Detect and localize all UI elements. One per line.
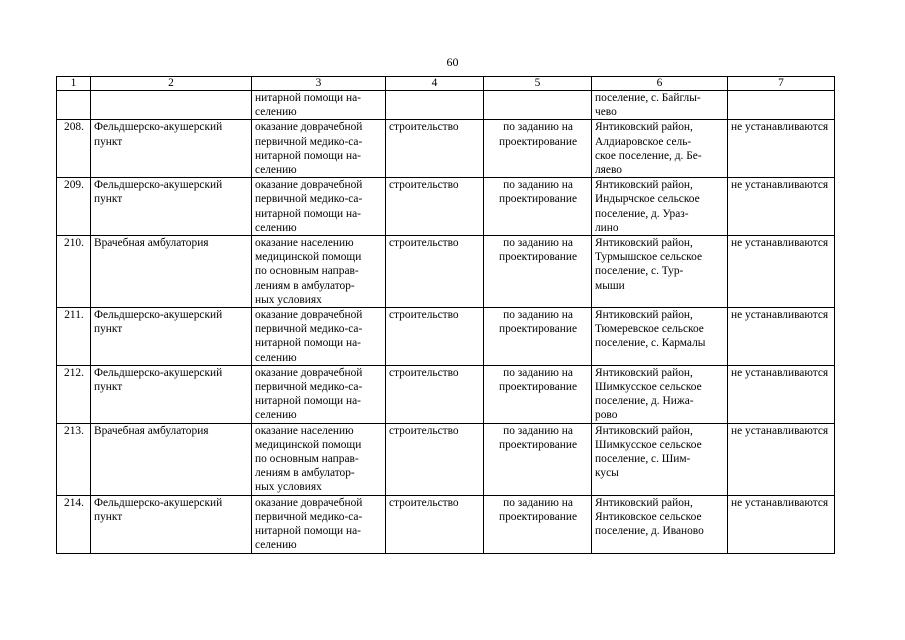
basis-cell: по заданию на проектирование <box>484 423 592 495</box>
row-number-cell: 210. <box>57 236 91 308</box>
row-number-cell: 213. <box>57 423 91 495</box>
location-cell: Янтиковский район, Турмышское сельское поселение, с. Тур- мыши <box>592 236 728 308</box>
location-cell: поселение, с. Байглы- чево <box>592 91 728 120</box>
purpose-cell: оказание доврачебной первичной медико-са- нитарной помощи на- селению <box>252 308 386 366</box>
table-row <box>57 178 835 236</box>
row-number-cell <box>57 91 91 120</box>
facility-name-cell: Фельдшерско-акушерский пункт <box>91 365 252 423</box>
column-header: 2 <box>91 77 252 91</box>
table-row <box>57 423 835 495</box>
table-row <box>57 120 835 178</box>
location-cell: Янтиковский район, Шимкусское сельское поселение, с. Шим- кусы <box>592 423 728 495</box>
facility-name-cell: Врачебная амбулатория <box>91 423 252 495</box>
restrictions-cell: не устанавливаются <box>728 120 835 178</box>
table-row <box>57 308 835 366</box>
facility-name-cell <box>91 91 252 120</box>
table-row <box>57 495 835 553</box>
table-row <box>57 236 835 308</box>
basis-cell <box>484 91 592 120</box>
restrictions-cell: не устанавливаются <box>728 365 835 423</box>
row-number-cell: 208. <box>57 120 91 178</box>
purpose-cell: оказание доврачебной первичной медико-са- нитарной помощи на- селению <box>252 120 386 178</box>
row-number-cell: 211. <box>57 308 91 366</box>
activity-cell <box>386 91 484 120</box>
row-number-cell: 209. <box>57 178 91 236</box>
basis-cell: по заданию на проектирование <box>484 178 592 236</box>
location-cell: Янтиковский район, Индырчское сельское поселение, д. Ураз- лино <box>592 178 728 236</box>
table-row <box>57 365 835 423</box>
basis-cell: по заданию на проектирование <box>484 120 592 178</box>
purpose-cell: оказание населению медицинской помощи по основным направ- лениям в амбулатор- ных условиях <box>252 236 386 308</box>
column-header: 6 <box>592 77 728 91</box>
purpose-cell: оказание доврачебной первичной медико-са- нитарной помощи на- селению <box>252 178 386 236</box>
facility-name-cell: Фельдшерско-акушерский пункт <box>91 495 252 553</box>
column-header: 4 <box>386 77 484 91</box>
restrictions-cell: не устанавливаются <box>728 236 835 308</box>
location-cell: Янтиковский район, Тюмеревское сельское поселение, с. Кармалы <box>592 308 728 366</box>
column-header: 1 <box>57 77 91 91</box>
column-header: 5 <box>484 77 592 91</box>
activity-cell: строительство <box>386 178 484 236</box>
continued-row <box>57 91 835 120</box>
row-number-cell: 212. <box>57 365 91 423</box>
row-number-cell: 214. <box>57 495 91 553</box>
basis-cell: по заданию на проектирование <box>484 365 592 423</box>
restrictions-cell: не устанавливаются <box>728 308 835 366</box>
column-header: 7 <box>728 77 835 91</box>
basis-cell: по заданию на проектирование <box>484 308 592 366</box>
activity-cell: строительство <box>386 120 484 178</box>
purpose-cell: оказание доврачебной первичной медико-са- нитарной помощи на- селению <box>252 495 386 553</box>
location-cell: Янтиковский район, Шимкусское сельское поселение, д. Нижа- рово <box>592 365 728 423</box>
activity-cell: строительство <box>386 365 484 423</box>
basis-cell: по заданию на проектирование <box>484 495 592 553</box>
location-cell: Янтиковский район, Алдиаровское сель- ское поселение, д. Бе- ляево <box>592 120 728 178</box>
location-cell: Янтиковский район, Янтиковское сельское поселение, д. Иваново <box>592 495 728 553</box>
purpose-cell: оказание доврачебной первичной медико-са- нитарной помощи на- селению <box>252 365 386 423</box>
restrictions-cell: не устанавливаются <box>728 423 835 495</box>
activity-cell: строительство <box>386 236 484 308</box>
purpose-cell: нитарной помощи на- селению <box>252 91 386 120</box>
purpose-cell: оказание населению медицинской помощи по основным направ- лениям в амбулатор- ных условиях <box>252 423 386 495</box>
activity-cell: строительство <box>386 423 484 495</box>
facility-name-cell: Фельдшерско-акушерский пункт <box>91 120 252 178</box>
restrictions-cell: не устанавливаются <box>728 178 835 236</box>
column-number-header-row <box>57 77 835 91</box>
facilities-table <box>56 76 835 554</box>
page-number: 60 <box>446 55 459 69</box>
restrictions-cell <box>728 91 835 120</box>
activity-cell: строительство <box>386 308 484 366</box>
activity-cell: строительство <box>386 495 484 553</box>
column-header: 3 <box>252 77 386 91</box>
basis-cell: по заданию на проектирование <box>484 236 592 308</box>
facility-name-cell: Врачебная амбулатория <box>91 236 252 308</box>
facility-name-cell: Фельдшерско-акушерский пункт <box>91 178 252 236</box>
restrictions-cell: не устанавливаются <box>728 495 835 553</box>
facility-name-cell: Фельдшерско-акушерский пункт <box>91 308 252 366</box>
